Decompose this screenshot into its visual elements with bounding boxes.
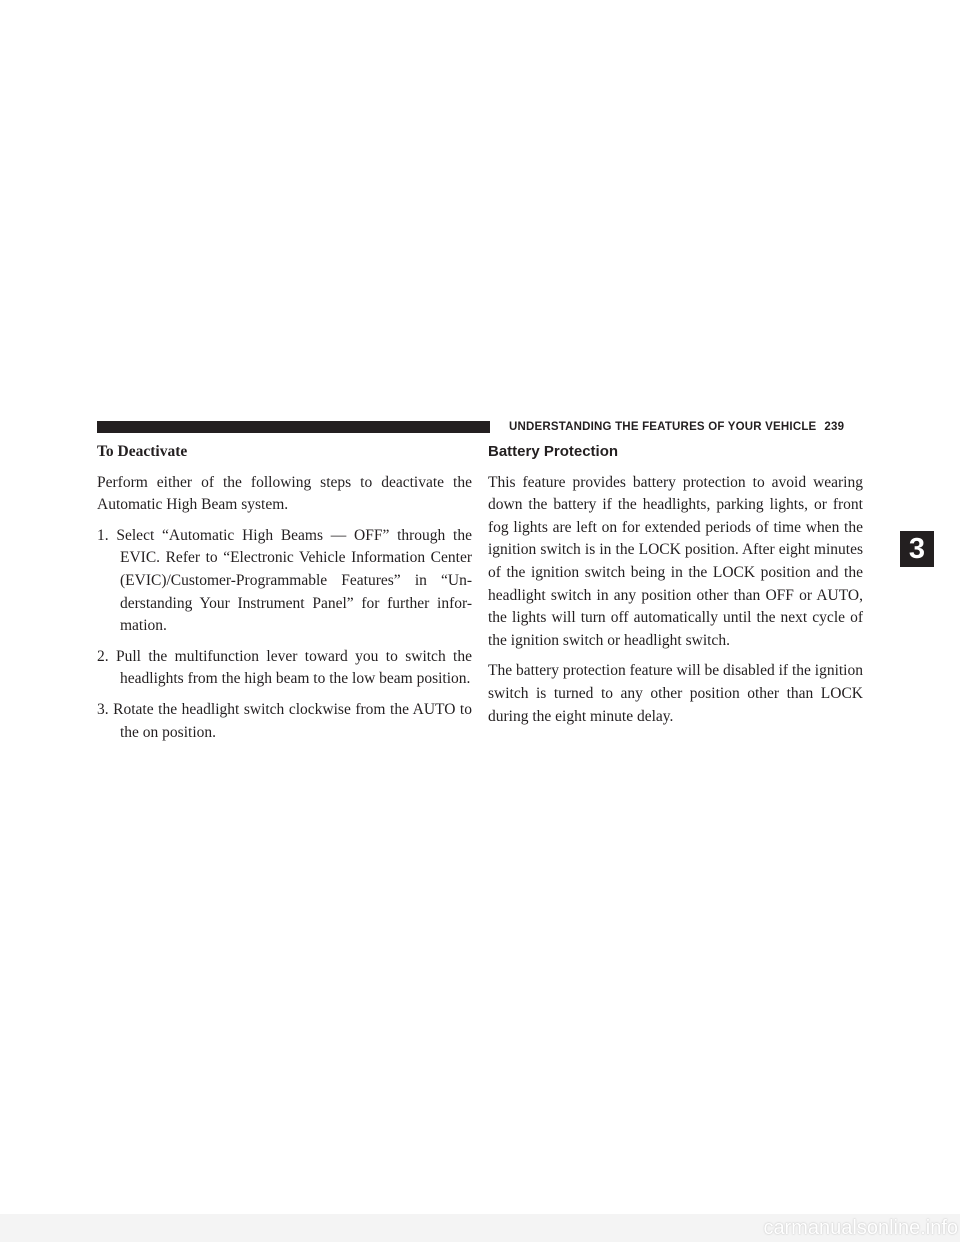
left-column (97, 441, 472, 752)
to-deactivate-heading: To Deactivate (97, 443, 188, 460)
right-column (488, 441, 863, 736)
intro-paragraph: Perform either of the following steps to deactivate the Automatic High Beam system. (97, 473, 472, 514)
battery-paragraph-2: The battery protection feature will be disabled if the ignition switch is turned to any other position other than LOCK during the eight minute delay. (488, 662, 863, 725)
battery-paragraph-1: This feature provides battery protection to avoid wearing down the battery if the headlights, parking lights, or front fog lights are left on for extended periods of time when the ignition switch is in the LOCK position. After eight minutes of the ignition switch being in the LOCK position and the headlight switch in any position other than OFF or AUTO, the lights will turn off automatically until the next cycle of the ignition switch or headlight switch. (488, 473, 863, 649)
step-3: 3. Rotate the headlight switch clockwise from the AUTO to the on position. (97, 700, 472, 741)
header-rule (97, 421, 490, 433)
step-1: 1. Select “Automatic High Beams — OFF” through the EVIC. Refer to “Electronic Vehicle Information Center (EVIC)/Customer-Programmable Features” in “Un-derstanding Your Instrument Panel” for further infor-mation. (97, 526, 472, 635)
step-2: 2. Pull the multifunction lever toward you to switch the headlights from the high beam to the low beam position. (97, 647, 472, 688)
header-title: UNDERSTANDING THE FEATURES OF YOUR VEHICLE (509, 421, 817, 433)
running-header (509, 419, 863, 435)
page-number: 239 (824, 421, 845, 433)
deactivate-steps (97, 525, 472, 744)
watermark: carmanualsonline.info (0, 1214, 960, 1242)
battery-protection-heading: Battery Protection (488, 443, 619, 460)
chapter-tab: 3 (900, 531, 934, 567)
